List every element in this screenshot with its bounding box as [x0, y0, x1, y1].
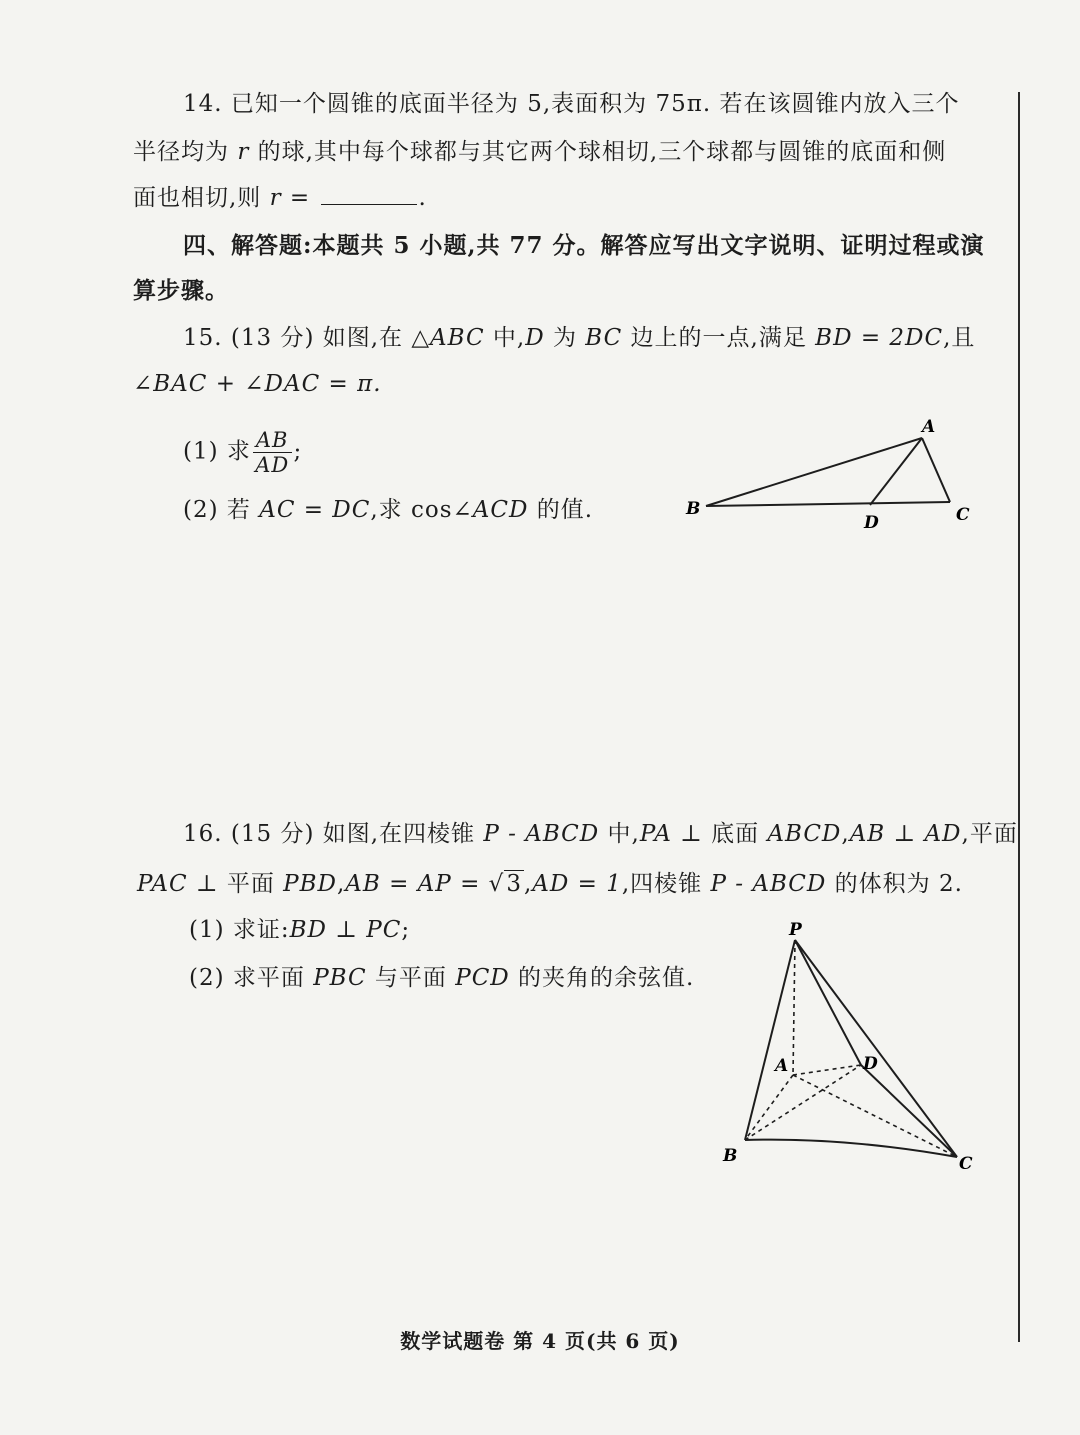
- label-d: D: [864, 513, 879, 533]
- q14-line-2: [133, 136, 946, 168]
- q16-part1b: ;: [401, 917, 411, 943]
- segment-ac: [922, 438, 950, 502]
- q16-text-2f: 的体积为 2.: [826, 871, 963, 897]
- q15-part1-suffix: ;: [293, 438, 303, 465]
- q15-part2c: 的值.: [528, 497, 594, 523]
- q14-text-1: 14. 已知一个圆锥的底面半径为 5,表面积为 75π. 若在该圆锥内放入三个: [183, 91, 960, 117]
- segment-ba: [706, 438, 922, 506]
- q14-var-r-2: r: [269, 185, 282, 211]
- edge-dc: [861, 1065, 957, 1157]
- q14-line-3: [133, 182, 427, 214]
- q16-pabcd-2: P - ABCD: [710, 871, 827, 897]
- q15-abc: ABC: [430, 325, 485, 351]
- q16-text-2c: ,: [336, 871, 346, 897]
- edge-pb: [745, 940, 795, 1140]
- q15-d: D: [525, 325, 545, 351]
- q14-text-3a: 面也相切,则: [133, 185, 270, 211]
- q15-acd: ACD: [472, 497, 529, 523]
- q16-ab-perp: AB ⊥ AD: [849, 821, 962, 847]
- label-c: C: [959, 1154, 973, 1174]
- q16-text-1a: 16. (15 分) 如图,在四棱锥: [183, 821, 484, 847]
- q16-pac-perp: PAC ⊥: [137, 871, 219, 897]
- q14-text-2a: 半径均为: [133, 139, 238, 165]
- q16-part2a: (2) 求平面: [189, 965, 314, 991]
- segment-ad: [870, 438, 922, 505]
- q16-bd-perp-pc: BD ⊥ PC: [289, 917, 402, 943]
- label-b: B: [686, 499, 701, 519]
- q16-part-2: [189, 962, 694, 994]
- q15-part2b: ,求 cos∠: [370, 497, 473, 523]
- segment-bc: [706, 502, 950, 506]
- q16-part1a: (1) 求证:: [189, 917, 290, 943]
- fraction-numerator: AB: [253, 428, 292, 453]
- q15-ac-eq: AC = DC: [259, 497, 371, 523]
- q14-line-1: [183, 88, 959, 120]
- q16-pcd: PCD: [455, 965, 510, 991]
- q15-part-1: [183, 428, 302, 477]
- q16-text-2e: ,四棱锥: [621, 871, 711, 897]
- q16-text-1c: 底面: [702, 821, 768, 847]
- q16-line-1: [183, 818, 1018, 850]
- section4-text-2: 算步骤。: [133, 277, 229, 304]
- q16-part2c: 的夹角的余弦值.: [509, 965, 695, 991]
- q15-text-1e: ,且: [943, 325, 976, 351]
- label-b: B: [723, 1146, 738, 1166]
- edge-pd: [795, 940, 861, 1065]
- q16-ab-eq: AB = AP =: [345, 871, 489, 897]
- diag-bd-dashed: [745, 1065, 861, 1140]
- q16-text-2d: ,: [523, 871, 533, 897]
- q15-text-1a: 15. (13 分) 如图,在 △: [183, 325, 431, 351]
- q16-pa-perp: PA ⊥: [639, 821, 703, 847]
- edge-pa-dashed: [793, 940, 795, 1075]
- q15-text-1b: 中,: [484, 325, 526, 351]
- q16-pbd: PBD: [283, 871, 337, 897]
- label-a: A: [922, 417, 936, 437]
- section4-text-1: 四、解答题:本题共 5 小题,共 77 分。解答应写出文字说明、证明过程或演: [183, 232, 985, 259]
- q15-text-1d: 边上的一点,满足: [622, 325, 816, 351]
- q15-part2a: (2) 若: [183, 497, 260, 523]
- fraction-denominator: AD: [255, 453, 290, 477]
- q15-text-2: ∠BAC + ∠DAC = π.: [133, 371, 382, 397]
- label-p: P: [789, 920, 802, 940]
- q16-pbc: PBC: [313, 965, 367, 991]
- q15-fraction: [253, 428, 292, 477]
- q16-pabcd: P - ABCD: [483, 821, 600, 847]
- q16-text-1e: ,平面: [961, 821, 1018, 847]
- q14-text-2b: 的球,其中每个球都与其它两个球相切,三个球都与圆锥的底面和侧: [249, 139, 947, 165]
- label-a: A: [775, 1056, 789, 1076]
- edge-ad-dashed: [793, 1065, 861, 1075]
- q14-var-r: r: [237, 139, 250, 165]
- q16-ad-eq: AD = 1: [532, 871, 622, 897]
- q16-line-2: [137, 868, 963, 900]
- section4-heading-line-2: [133, 275, 229, 307]
- q16-text-1d: ,: [841, 821, 850, 847]
- q16-part2b: 与平面: [366, 965, 456, 991]
- q15-line-1: [183, 322, 975, 354]
- sqrt-radicand: 3: [506, 871, 522, 897]
- q16-text-2b: 平面: [218, 871, 284, 897]
- label-c: C: [956, 505, 970, 525]
- q14-text-3c: .: [418, 185, 427, 211]
- triangle-figure: [670, 410, 980, 540]
- q14-text-3b: =: [281, 185, 319, 211]
- answer-blank[interactable]: [321, 184, 417, 205]
- edge-pc: [795, 940, 957, 1157]
- edge-bc: [745, 1140, 957, 1157]
- label-d: D: [863, 1054, 878, 1074]
- q15-part1-prefix: (1) 求: [183, 438, 251, 465]
- q16-text-1b: 中,: [599, 821, 640, 847]
- section4-heading-line-1: [183, 230, 985, 262]
- binding-margin-line: [1018, 92, 1020, 1342]
- q15-bc: BC: [585, 325, 623, 351]
- q15-line-2: [133, 368, 382, 400]
- q15-bd-eq: BD = 2DC: [815, 325, 944, 351]
- pyramid-figure: [715, 915, 995, 1175]
- q15-part-2: [183, 494, 593, 526]
- q16-abcd: ABCD: [767, 821, 842, 847]
- q15-text-1c: 为: [544, 325, 586, 351]
- page-footer: 数学试题卷 第 4 页(共 6 页): [400, 1329, 680, 1353]
- sqrt-symbol: √: [488, 871, 505, 897]
- q16-part-1: [189, 914, 410, 946]
